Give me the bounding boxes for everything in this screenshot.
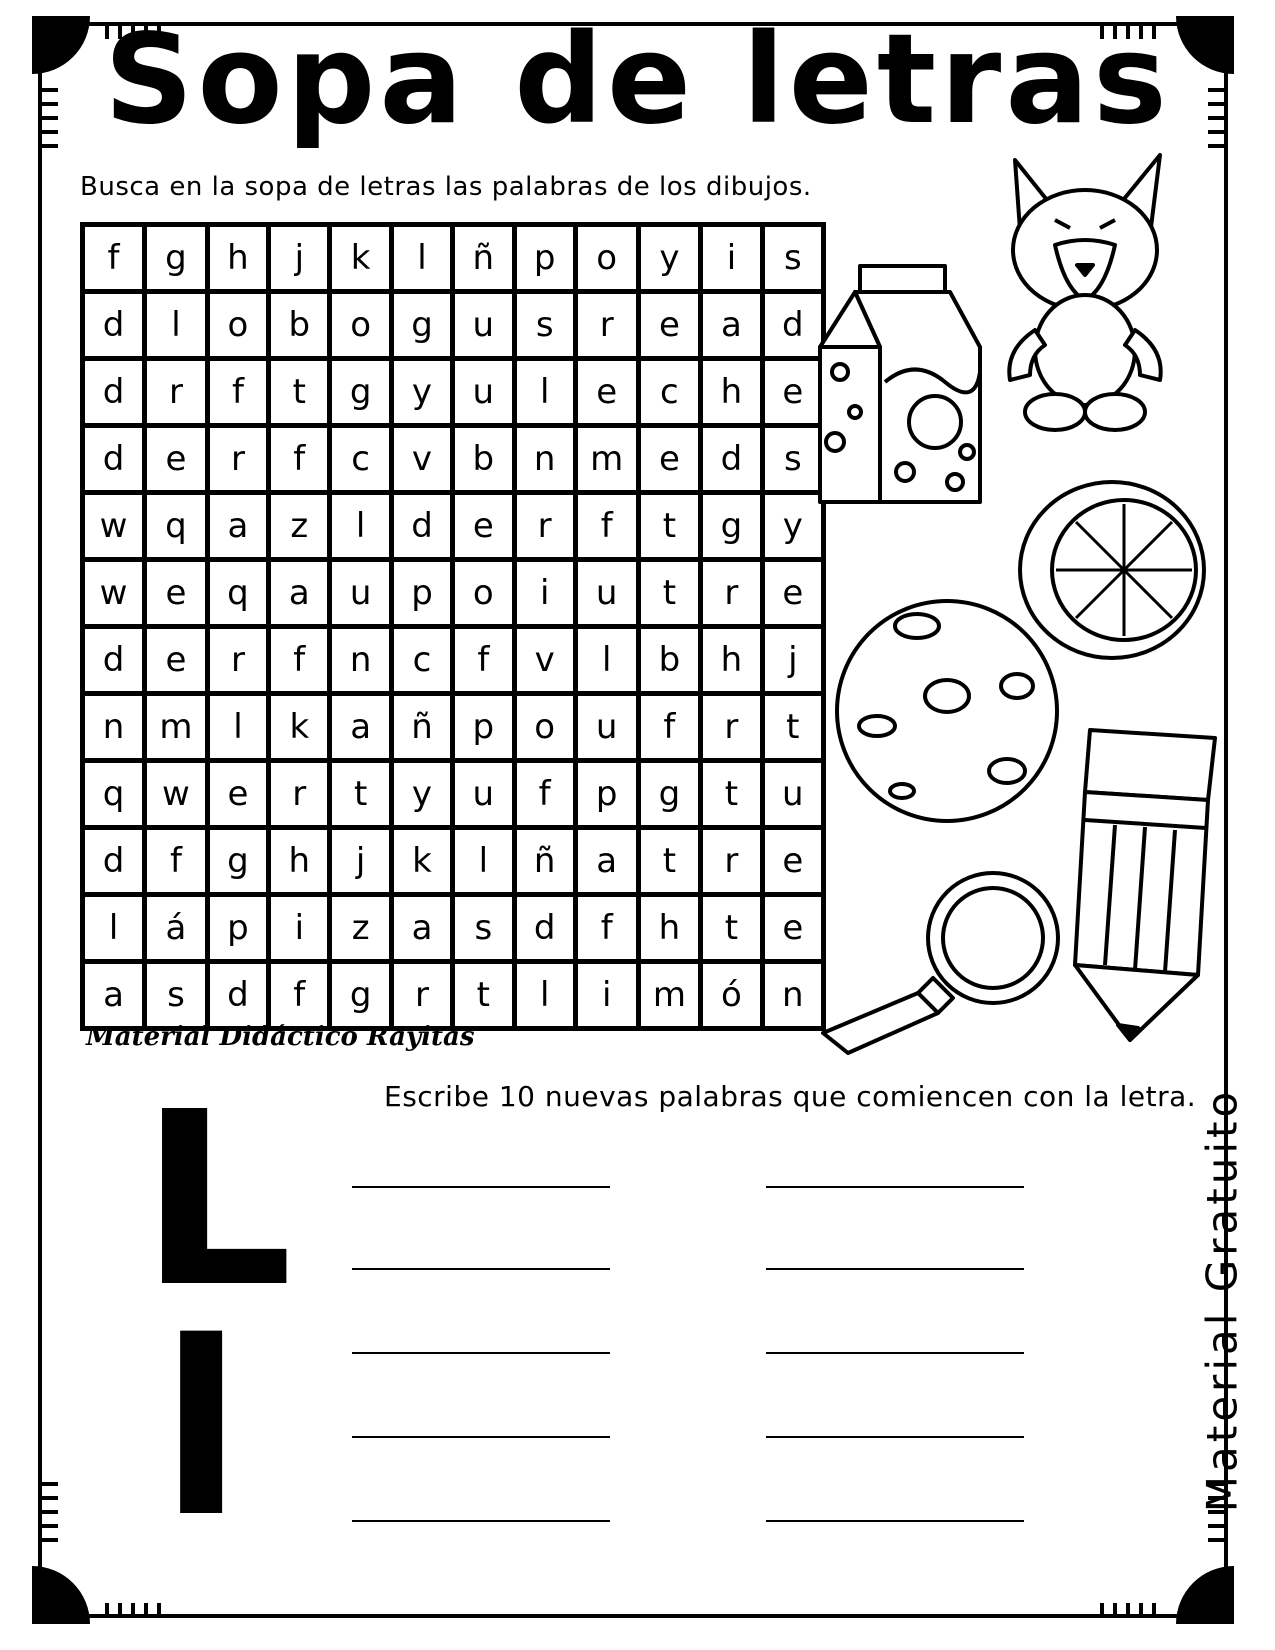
grid-cell[interactable]: p bbox=[514, 225, 575, 292]
grid-cell[interactable]: p bbox=[453, 694, 514, 761]
write-line[interactable] bbox=[766, 1186, 1024, 1188]
grid-cell[interactable]: ó bbox=[701, 962, 762, 1029]
grid-cell[interactable]: w bbox=[145, 761, 208, 828]
grid-cell[interactable]: p bbox=[391, 560, 452, 627]
grid-cell[interactable]: t bbox=[638, 560, 701, 627]
credit-text: Material Didáctico Rayitas bbox=[86, 1022, 475, 1052]
grid-cell[interactable]: l bbox=[330, 493, 391, 560]
grid-cell[interactable]: s bbox=[514, 292, 575, 359]
grid-cell[interactable]: c bbox=[391, 627, 452, 694]
grid-cell[interactable]: e bbox=[453, 493, 514, 560]
grid-row bbox=[83, 828, 824, 895]
grid-cell[interactable]: u bbox=[575, 694, 638, 761]
grid-cell[interactable]: g bbox=[330, 962, 391, 1029]
letter-lowercase: l bbox=[160, 1290, 243, 1570]
grid-cell[interactable]: g bbox=[701, 493, 762, 560]
side-text: Material Gratuito bbox=[1197, 1087, 1247, 1513]
grid-cell[interactable]: u bbox=[330, 560, 391, 627]
grid-cell[interactable]: t bbox=[638, 828, 701, 895]
grid-cell[interactable]: n bbox=[514, 426, 575, 493]
grid-cell[interactable]: f bbox=[83, 225, 145, 292]
grid-cell[interactable]: g bbox=[145, 225, 208, 292]
grid-cell[interactable]: q bbox=[207, 560, 268, 627]
grid-cell[interactable]: i bbox=[514, 560, 575, 627]
grid-cell[interactable]: a bbox=[269, 560, 330, 627]
grid-cell[interactable]: e bbox=[207, 761, 268, 828]
grid-cell[interactable]: a bbox=[330, 694, 391, 761]
grid-cell[interactable]: y bbox=[638, 225, 701, 292]
grid-cell[interactable]: j bbox=[762, 627, 823, 694]
grid-cell[interactable]: h bbox=[638, 895, 701, 962]
grid-cell[interactable]: t bbox=[701, 895, 762, 962]
grid-row bbox=[83, 493, 824, 560]
frame-corner bbox=[1176, 1566, 1234, 1624]
grid-cell[interactable]: g bbox=[330, 359, 391, 426]
grid-cell[interactable]: d bbox=[762, 292, 823, 359]
write-line[interactable] bbox=[352, 1436, 610, 1438]
grid-cell[interactable]: f bbox=[207, 359, 268, 426]
grid-cell[interactable]: z bbox=[330, 895, 391, 962]
write-line[interactable] bbox=[352, 1186, 610, 1188]
grid-cell[interactable]: t bbox=[269, 359, 330, 426]
grid-cell[interactable]: j bbox=[330, 828, 391, 895]
grid-cell[interactable]: f bbox=[453, 627, 514, 694]
grid-cell[interactable]: r bbox=[207, 426, 268, 493]
grid-cell[interactable]: u bbox=[762, 761, 823, 828]
grid-cell[interactable]: l bbox=[83, 895, 145, 962]
write-instruction: Escribe 10 nuevas palabras que comiencen con la letra. bbox=[384, 1080, 1197, 1113]
grid-row bbox=[83, 962, 824, 1029]
grid-cell[interactable]: b bbox=[638, 627, 701, 694]
grid-cell[interactable]: f bbox=[269, 426, 330, 493]
grid-cell[interactable]: o bbox=[453, 560, 514, 627]
grid-cell[interactable]: m bbox=[145, 694, 208, 761]
instruction-text: Busca en la sopa de letras las palabras de los dibujos. bbox=[80, 172, 812, 202]
grid-row bbox=[83, 895, 824, 962]
grid-cell[interactable]: ñ bbox=[514, 828, 575, 895]
grid-cell[interactable]: i bbox=[269, 895, 330, 962]
grid-cell[interactable]: r bbox=[207, 627, 268, 694]
grid-cell[interactable]: r bbox=[575, 292, 638, 359]
grid-cell[interactable]: r bbox=[701, 560, 762, 627]
grid-cell[interactable]: d bbox=[83, 292, 145, 359]
grid-cell[interactable]: u bbox=[575, 560, 638, 627]
grid-cell[interactable]: a bbox=[207, 493, 268, 560]
grid-cell[interactable]: q bbox=[145, 493, 208, 560]
grid-cell[interactable]: g bbox=[207, 828, 268, 895]
grid-cell[interactable]: t bbox=[638, 493, 701, 560]
grid-cell[interactable]: u bbox=[453, 292, 514, 359]
grid-cell[interactable]: d bbox=[514, 895, 575, 962]
grid-cell[interactable]: p bbox=[575, 761, 638, 828]
grid-cell[interactable]: n bbox=[83, 694, 145, 761]
grid-cell[interactable]: l bbox=[514, 962, 575, 1029]
grid-cell[interactable]: z bbox=[269, 493, 330, 560]
grid-cell[interactable]: a bbox=[575, 828, 638, 895]
frame-ticks bbox=[1100, 1602, 1165, 1616]
grid-row bbox=[83, 761, 824, 828]
grid-cell[interactable]: k bbox=[330, 225, 391, 292]
grid-cell[interactable]: o bbox=[330, 292, 391, 359]
grid-cell[interactable]: d bbox=[83, 828, 145, 895]
write-line[interactable] bbox=[766, 1436, 1024, 1438]
write-line[interactable] bbox=[766, 1268, 1024, 1270]
grid-cell[interactable]: l bbox=[575, 627, 638, 694]
grid-cell[interactable]: a bbox=[83, 962, 145, 1029]
grid-cell[interactable]: k bbox=[269, 694, 330, 761]
grid-cell[interactable]: f bbox=[269, 962, 330, 1029]
grid-cell[interactable]: b bbox=[269, 292, 330, 359]
grid-cell[interactable]: d bbox=[701, 426, 762, 493]
grid-cell[interactable]: d bbox=[83, 359, 145, 426]
grid-cell[interactable]: w bbox=[83, 493, 145, 560]
frame-corner bbox=[32, 1566, 90, 1624]
grid-cell[interactable]: y bbox=[762, 493, 823, 560]
grid-cell[interactable]: m bbox=[575, 426, 638, 493]
grid-cell[interactable]: o bbox=[207, 292, 268, 359]
word-search-grid bbox=[80, 222, 826, 1031]
grid-cell[interactable]: d bbox=[207, 962, 268, 1029]
grid-cell[interactable]: l bbox=[453, 828, 514, 895]
grid-cell[interactable]: e bbox=[762, 560, 823, 627]
magnifying-glass-icon bbox=[818, 868, 1078, 1058]
grid-cell[interactable]: n bbox=[762, 962, 823, 1029]
grid-cell[interactable]: l bbox=[145, 292, 208, 359]
grid-cell[interactable]: f bbox=[145, 828, 208, 895]
grid-cell[interactable]: i bbox=[575, 962, 638, 1029]
grid-cell[interactable]: r bbox=[514, 493, 575, 560]
grid-row bbox=[83, 225, 824, 292]
grid-cell[interactable]: ñ bbox=[453, 225, 514, 292]
grid-cell[interactable]: e bbox=[762, 895, 823, 962]
moon-icon bbox=[832, 596, 1062, 826]
letter-uppercase: L bbox=[140, 1060, 293, 1340]
grid-cell[interactable]: r bbox=[701, 694, 762, 761]
grid-cell[interactable]: n bbox=[330, 627, 391, 694]
grid-cell[interactable]: á bbox=[145, 895, 208, 962]
grid-cell[interactable]: g bbox=[391, 292, 452, 359]
grid-cell[interactable]: l bbox=[391, 225, 452, 292]
write-line[interactable] bbox=[352, 1520, 610, 1522]
grid-cell[interactable]: f bbox=[514, 761, 575, 828]
page-title: Sopa de letras bbox=[104, 8, 1171, 152]
write-line[interactable] bbox=[352, 1268, 610, 1270]
grid-cell[interactable]: g bbox=[638, 761, 701, 828]
grid-cell[interactable]: l bbox=[207, 694, 268, 761]
grid-cell[interactable]: b bbox=[453, 426, 514, 493]
grid-cell[interactable]: y bbox=[391, 761, 452, 828]
grid-cell[interactable]: e bbox=[638, 426, 701, 493]
grid-cell[interactable]: r bbox=[391, 962, 452, 1029]
grid-cell[interactable]: o bbox=[575, 225, 638, 292]
grid-cell[interactable]: q bbox=[83, 761, 145, 828]
grid-cell[interactable]: h bbox=[269, 828, 330, 895]
write-line[interactable] bbox=[352, 1352, 610, 1354]
grid-cell[interactable]: f bbox=[269, 627, 330, 694]
grid-cell[interactable]: e bbox=[638, 292, 701, 359]
grid-cell[interactable]: ñ bbox=[391, 694, 452, 761]
frame-ticks bbox=[40, 1482, 58, 1552]
grid-row bbox=[83, 426, 824, 493]
grid-cell[interactable]: e bbox=[145, 560, 208, 627]
grid-cell[interactable]: r bbox=[269, 761, 330, 828]
grid-cell[interactable]: f bbox=[575, 493, 638, 560]
grid-cell[interactable]: d bbox=[83, 426, 145, 493]
wolf-icon bbox=[985, 140, 1185, 440]
grid-cell[interactable]: k bbox=[391, 828, 452, 895]
grid-cell[interactable]: i bbox=[701, 225, 762, 292]
grid-cell[interactable]: e bbox=[145, 627, 208, 694]
grid-cell[interactable]: v bbox=[391, 426, 452, 493]
grid-row bbox=[83, 292, 824, 359]
grid-cell[interactable]: v bbox=[514, 627, 575, 694]
grid-cell[interactable]: u bbox=[453, 761, 514, 828]
milk-carton-icon bbox=[815, 262, 985, 507]
grid-cell[interactable]: d bbox=[391, 493, 452, 560]
grid-cell[interactable]: c bbox=[330, 426, 391, 493]
grid-cell[interactable]: s bbox=[453, 895, 514, 962]
grid-cell[interactable]: e bbox=[762, 359, 823, 426]
grid-cell[interactable]: f bbox=[575, 895, 638, 962]
grid-cell[interactable]: h bbox=[701, 627, 762, 694]
grid-cell[interactable]: t bbox=[330, 761, 391, 828]
grid-cell[interactable]: h bbox=[207, 225, 268, 292]
grid-cell[interactable]: o bbox=[514, 694, 575, 761]
grid-cell[interactable]: s bbox=[762, 225, 823, 292]
grid-cell[interactable]: a bbox=[701, 292, 762, 359]
grid-cell[interactable]: c bbox=[638, 359, 701, 426]
grid-cell[interactable]: s bbox=[145, 962, 208, 1029]
grid-cell[interactable]: a bbox=[391, 895, 452, 962]
grid-cell[interactable]: r bbox=[145, 359, 208, 426]
grid-cell[interactable]: p bbox=[207, 895, 268, 962]
grid-cell[interactable]: j bbox=[269, 225, 330, 292]
grid-cell[interactable]: w bbox=[83, 560, 145, 627]
grid-row bbox=[83, 359, 824, 426]
grid-row bbox=[83, 694, 824, 761]
grid-cell[interactable]: e bbox=[145, 426, 208, 493]
grid-cell[interactable]: t bbox=[762, 694, 823, 761]
grid-cell[interactable]: h bbox=[701, 359, 762, 426]
grid-cell[interactable]: e bbox=[762, 828, 823, 895]
grid-row bbox=[83, 560, 824, 627]
frame-ticks bbox=[105, 1602, 170, 1616]
grid-row bbox=[83, 627, 824, 694]
write-line[interactable] bbox=[766, 1352, 1024, 1354]
grid-cell[interactable]: l bbox=[514, 359, 575, 426]
grid-cell[interactable]: t bbox=[453, 962, 514, 1029]
grid-cell[interactable]: t bbox=[701, 761, 762, 828]
grid-cell[interactable]: u bbox=[453, 359, 514, 426]
grid-cell[interactable]: s bbox=[762, 426, 823, 493]
grid-cell[interactable]: r bbox=[701, 828, 762, 895]
write-line[interactable] bbox=[766, 1520, 1024, 1522]
grid-cell[interactable]: f bbox=[638, 694, 701, 761]
grid-cell[interactable]: d bbox=[83, 627, 145, 694]
grid-cell[interactable]: m bbox=[638, 962, 701, 1029]
grid-cell[interactable]: e bbox=[575, 359, 638, 426]
grid-cell[interactable]: y bbox=[391, 359, 452, 426]
pencil-icon bbox=[1070, 720, 1220, 1060]
